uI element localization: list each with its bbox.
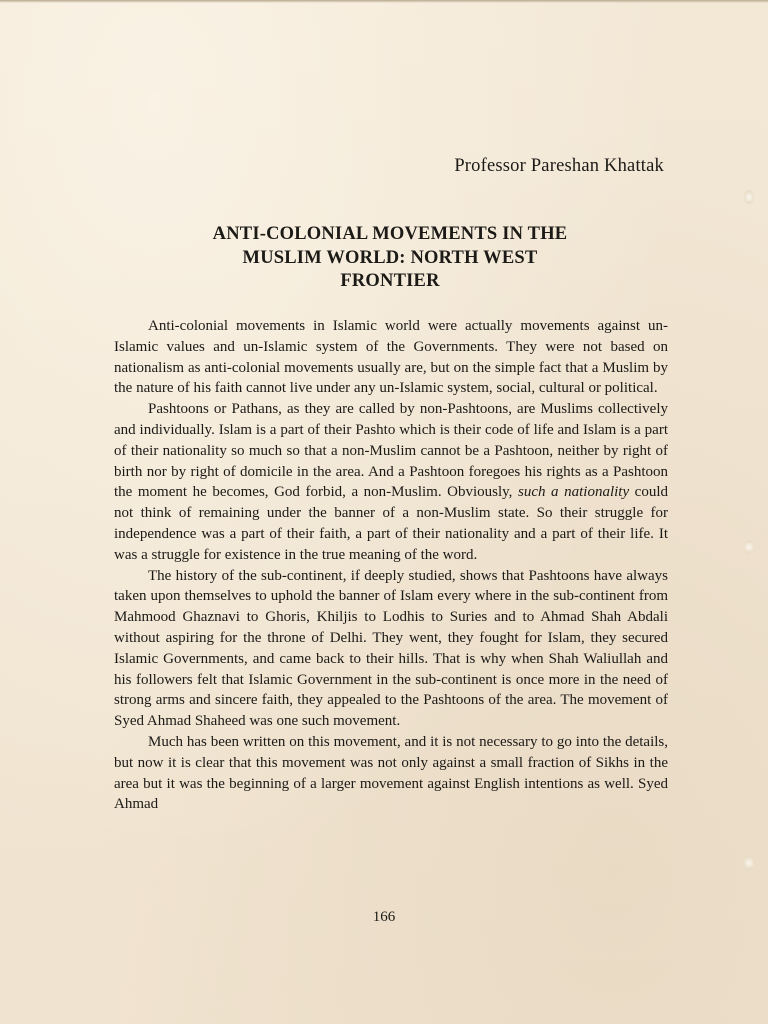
binding-hole-top <box>744 190 754 204</box>
paragraph-2-text-a: Pashtoons or Pathans, as they are called by non-Pashtoons, are Muslims collectively and individually. Islam is a part of their Pashto which is their code of life and Islam is a part of their nationality so much so that a non-Muslim cannot be a Pashtoon, neither by right of birth nor by right of domicile in the area. And a Pashtoon foregoes his rights as a Pashtoon the moment he becomes, God forbid, a non-Muslim. Obviously, <box>114 401 668 501</box>
paragraph-2-emphasis: such a nationality <box>518 484 630 501</box>
paragraph-2-text-b: could not think of remaining under the banner of a non-Muslim state. So their struggle for independence was a part of their faith, a part of their nationality and a part of their life. It was a struggle for existence in the true meaning of the word. <box>114 484 668 563</box>
paragraph-1: Anti-colonial movements in Islamic world were actually movements against un-Islamic values and un-Islamic system of the Governments. They were not based on nationalism as anti-colonial movements usually are, but on the simple fact that a Muslim by the nature of his faith cannot live under any un-Islamic system, social, cultural or political. <box>114 318 668 397</box>
binding-hole-bottom <box>744 856 754 870</box>
article-body <box>114 316 668 815</box>
page-top-edge <box>0 0 768 3</box>
title-line-1: ANTI-COLONIAL MOVEMENTS IN THE <box>212 224 568 244</box>
paragraph-3: The history of the sub-continent, if deeply studied, shows that Pashtoons have always taken upon themselves to uphold the banner of Islam every where in the sub-continent from Mahmood Ghaznavi to Ghoris, Khiljis to Lodhis to Suries and to Ahmad Shah Abdali without aspiring for the throne of Delhi. They went, they fought for Islam, they secured Islamic Governments, and came back to their hills. That is why when Shah Waliullah and his followers felt that Islamic Government in the sub-continent is once more in the need of strong arms and sincere faith, they appealed to the Pashtoons of the area. The movement of Syed Ahmad Shaheed was one such movement. <box>114 567 668 730</box>
title-line-3: FRONTIER <box>340 271 440 291</box>
paragraph-4: Much has been written on this movement, and it is not necessary to go into the details, but now it is clear that this movement was not only against a small fraction of Sikhs in the area but it was the beginning of a larger movement against English intentions as well. Syed Ahmad <box>114 733 668 813</box>
author-name: Professor Pareshan Khattak <box>454 156 664 176</box>
paragraph-2 <box>114 399 668 565</box>
title-line-2: MUSLIM WORLD: NORTH WEST <box>242 247 538 268</box>
page-number: 166 <box>372 909 396 925</box>
article-title <box>130 223 650 294</box>
binding-hole-middle <box>744 540 754 554</box>
